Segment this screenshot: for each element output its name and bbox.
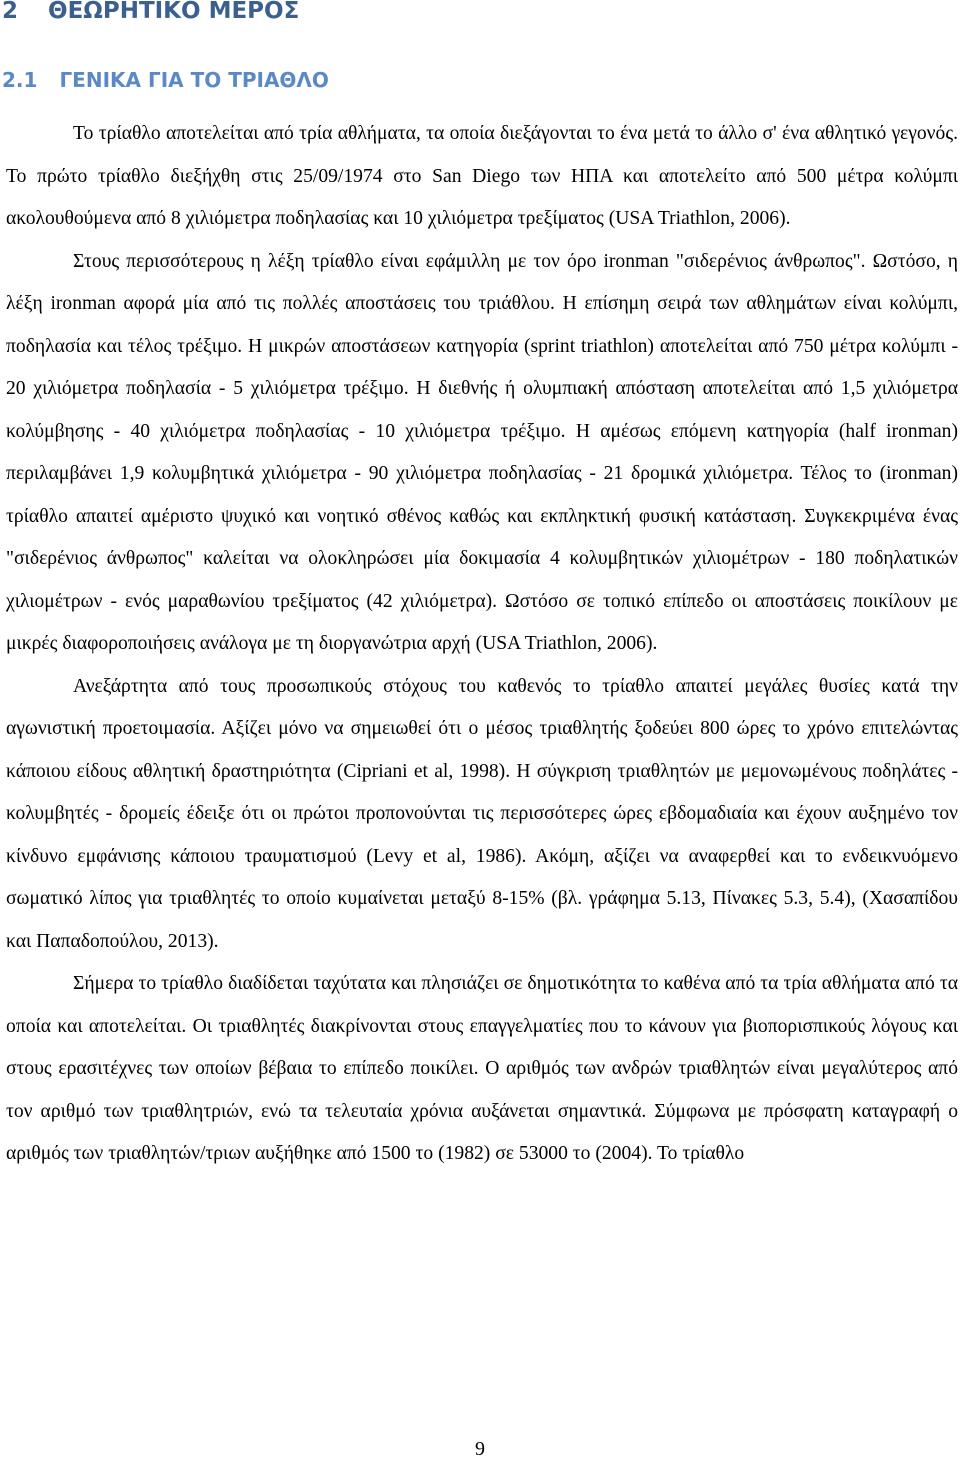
paragraph-1: Το τρίαθλο αποτελείται από τρία αθλήματα, τα οποία διεξάγονται το ένα μετά το άλλο σ' ένα αθλητικό γεγονός. Το πρώτο τρίαθλο διεξήχθη στις 25/09/1974 στο San Diego των ΗΠΑ και αποτελείτο από 500 μέτρα κολύμπι ακολουθούμενα από 8 χιλιόμετρα ποδηλασίας και 10 χιλιόμετρα τρεξίματος (USA Triathlon, 2006). — [6, 123, 958, 229]
page-number: 9 — [475, 1438, 485, 1460]
body-text — [6, 113, 958, 1176]
chapter-number: 2 — [2, 0, 19, 24]
paragraph-4: Σήμερα το τρίαθλο διαδίδεται ταχύτατα και πλησιάζει σε δημοτικότητα το καθένα από τα τρία αθλήματα από τα οποία και αποτελείται. Οι τριαθλητές διακρίνονται στους επαγγελματίες που το κάνουν για βιοπορισπικούς λόγους και στους ερασιτέχνες των οποίων βέβαια το επίπεδο ποικίλει. Ο αριθμός των ανδρών τριαθλητών είναι μεγαλύτερος από τον αριθμό των τριαθλητριών, ενώ τα τελευταία χρόνια αυξάνεται σημαντικά. Σύμφωνα με πρόσφατη καταγραφή ο αριθμός των τριαθλητών/τριων αυξήθηκε από 1500 το (1982) σε 53000 το (2004). Το τρίαθλο — [6, 973, 958, 1164]
section-title: ΓΕΝΙΚΑ ΓΙΑ ΤΟ ΤΡΙΑΘΛΟ — [59, 68, 329, 92]
section-number: 2.1 — [2, 68, 38, 92]
paragraph-2: Στους περισσότερους η λέξη τρίαθλο είναι εφάμιλλη με τον όρο ironman "σιδερένιος άνθρωπος". Ωστόσο, η λέξη ironman αφορά μία από τις πολλές αποστάσεις του τριάθλου. Η επίσημη σειρά των αθλημάτων είναι κολύμπι, ποδηλασία και τέλος τρέξιμο. Η μικρών αποστάσεων κατηγορία (sprint triathlon) αποτελείται από 750 μέτρα κολύμπι - 20 χιλιόμετρα ποδηλασία - 5 χιλιόμετρα τρέξιμο. Η διεθνής ή ολυμπιακή απόσταση αποτελείται από 1,5 χιλιόμετρα κολύμβησης - 40 χιλιόμετρα ποδηλασίας - 10 χιλιόμετρα τρέξιμο. Η αμέσως επόμενη κατηγορία (half ironman) περιλαμβάνει 1,9 κολυμβητικά χιλιόμετρα - 90 χιλιόμετρα ποδηλασίας - 21 δρομικά χιλιόμετρα. Τέλος το (ironman) τρίαθλο απαιτεί αμέριστο ψυχικό και νοητικό σθένος καθώς και εκπληκτική φυσική κατάσταση. Συγκεκριμένα ένας "σιδερένιος άνθρωπος" καλείται να ολοκληρώσει μία δοκιμασία 4 κολυμβητικών χιλιομέτρων - 180 ποδηλατικών χιλιομέτρων - ενός μαραθωνίου τρεξίματος (42 χιλιόμετρα). Ωστόσο σε τοπικό επίπεδο οι αποστάσεις ποικίλουν με μικρές διαφοροποιήσεις ανάλογα με τη διοργανώτρια αρχή (USA Triathlon, 2006). — [6, 250, 958, 654]
chapter-heading — [2, 0, 299, 24]
chapter-title: ΘΕΩΡΗΤΙΚΟ ΜΕΡΟΣ — [48, 0, 300, 24]
paragraph-3: Ανεξάρτητα από τους προσωπικούς στόχους του καθενός το τρίαθλο απαιτεί μεγάλες θυσίες κατά την αγωνιστική προετοιμασία. Αξίζει μόνο να σημειωθεί ότι ο μέσος τριαθλητής ξοδεύει 800 ώρες το χρόνο επιτελώντας κάποιου είδους αθλητική δραστηριότητα (Cipriani et al, 1998). Η σύγκριση τριαθλητών με μεμονωμένους ποδηλάτες - κολυμβητές - δρομείς έδειξε ότι οι πρώτοι προπονούνται τις περισσότερες ώρες εβδομαδιαία και έχουν αυξημένο τον κίνδυνο εμφάνισης κάποιου τραυματισμού (Levy et al, 1986). Ακόμη, αξίζει να αναφερθεί και το ενδεικνυόμενο σωματικό λίπος για τριαθλητές το οποίο κυμαίνεται μεταξύ 8-15% (βλ. γράφημα 5.13, Πίνακες 5.3, 5.4), (Χασαπίδου και Παπαδοπούλου, 2013). — [6, 675, 958, 952]
section-heading — [2, 68, 329, 92]
